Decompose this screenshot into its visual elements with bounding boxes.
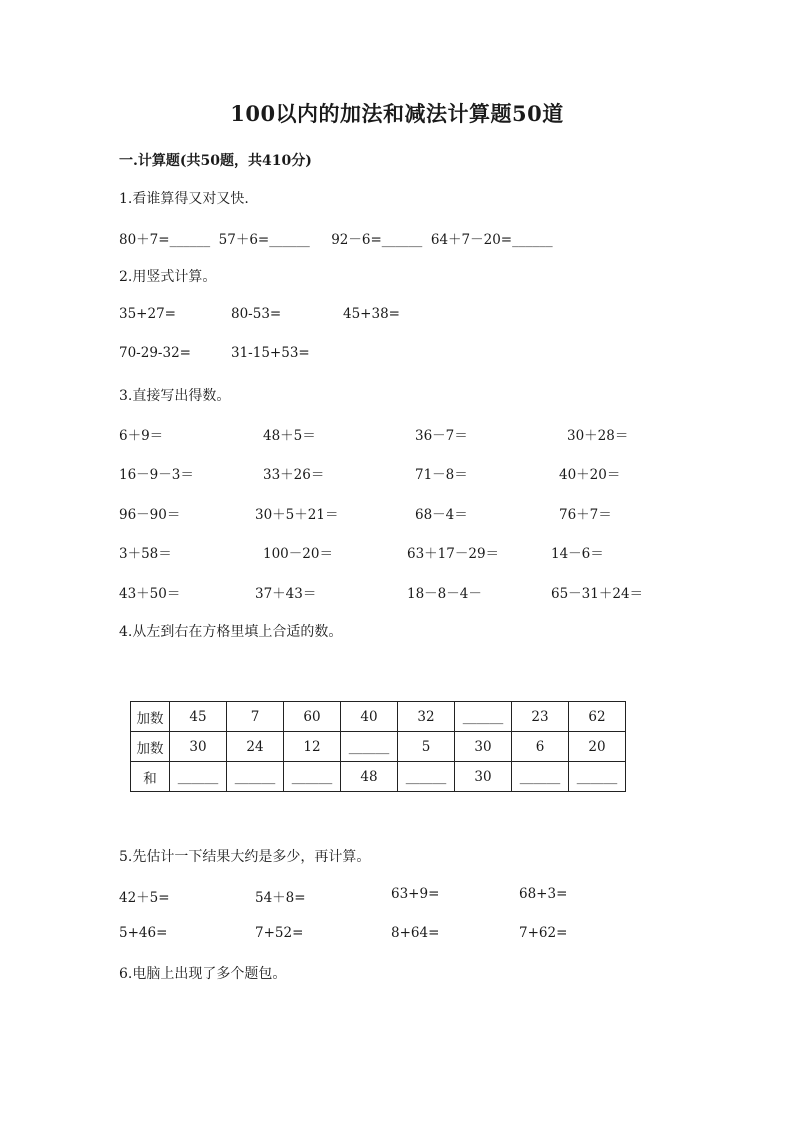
q3-item: 30＋28＝ bbox=[567, 428, 629, 444]
table-cell: 7 bbox=[227, 702, 284, 732]
q3-item: 3＋58＝ bbox=[119, 546, 172, 562]
addition-table bbox=[130, 701, 626, 792]
q5-item: 42＋5= bbox=[119, 890, 170, 906]
q5-item: 5+46= bbox=[119, 925, 168, 941]
q3-heading: 3.直接写出得数。 bbox=[119, 388, 231, 404]
table-cell: ______ bbox=[284, 762, 341, 792]
q5-item: 7+62= bbox=[519, 925, 568, 941]
q5-item: 7+52= bbox=[255, 925, 304, 941]
q3-item: 30＋5＋21＝ bbox=[255, 507, 339, 523]
table-cell: 加数 bbox=[131, 732, 170, 762]
table-cell: 23 bbox=[512, 702, 569, 732]
q2-item: 31-15+53= bbox=[231, 345, 310, 361]
q3-item: 48＋5＝ bbox=[263, 428, 316, 444]
q5-item: 68+3= bbox=[519, 886, 568, 902]
q2-item: 35+27= bbox=[119, 306, 176, 322]
table-cell: 和 bbox=[131, 762, 170, 792]
q1-heading: 1.看谁算得又对又快. bbox=[119, 191, 249, 207]
table-cell: 30 bbox=[455, 762, 512, 792]
section-heading: 一.计算题(共50题，共410分) bbox=[119, 153, 312, 169]
q3-item: 68－4＝ bbox=[415, 507, 468, 523]
q6-heading: 6.电脑上出现了多个题包。 bbox=[119, 966, 287, 982]
q3-item: 40＋20＝ bbox=[559, 467, 621, 483]
table-cell: ______ bbox=[569, 762, 626, 792]
q2-item: 70-29-32= bbox=[119, 345, 191, 361]
table-cell: 30 bbox=[170, 732, 227, 762]
q5-heading: 5.先估计一下结果大约是多少，再计算。 bbox=[119, 849, 371, 865]
table-cell: 5 bbox=[398, 732, 455, 762]
table-cell: 12 bbox=[284, 732, 341, 762]
table-cell: ______ bbox=[341, 732, 398, 762]
table-cell: 40 bbox=[341, 702, 398, 732]
q3-item: 43＋50＝ bbox=[119, 586, 181, 602]
table-cell: 6 bbox=[512, 732, 569, 762]
table-cell: 62 bbox=[569, 702, 626, 732]
q3-item: 6＋9＝ bbox=[119, 428, 164, 444]
table-row bbox=[131, 732, 626, 762]
table-cell: 60 bbox=[284, 702, 341, 732]
q3-item: 37＋43＝ bbox=[255, 586, 317, 602]
table-row bbox=[131, 762, 626, 792]
q3-item: 18－8－4－ bbox=[407, 586, 482, 602]
q5-item: 8+64= bbox=[391, 925, 440, 941]
q3-item: 100－20＝ bbox=[263, 546, 333, 562]
table-cell: 48 bbox=[341, 762, 398, 792]
q5-item: 54＋8= bbox=[255, 890, 306, 906]
table-cell: ______ bbox=[398, 762, 455, 792]
table-cell: ______ bbox=[455, 702, 512, 732]
q1-row: 80＋7=______ 57＋6=______ 92－6=______ 64＋7－20=______ bbox=[119, 232, 553, 248]
table-row bbox=[131, 702, 626, 732]
q3-item: 71－8＝ bbox=[415, 467, 468, 483]
q3-item: 96－90＝ bbox=[119, 507, 181, 523]
table-cell: ______ bbox=[170, 762, 227, 792]
table-cell: 30 bbox=[455, 732, 512, 762]
q3-item: 76＋7＝ bbox=[559, 507, 612, 523]
q3-item: 16－9－3＝ bbox=[119, 467, 194, 483]
q5-item: 63+9= bbox=[391, 886, 440, 902]
q3-item: 65－31＋24＝ bbox=[551, 586, 644, 602]
table-cell: 加数 bbox=[131, 702, 170, 732]
table-cell: 24 bbox=[227, 732, 284, 762]
page-title: 100以内的加法和减法计算题50道 bbox=[230, 101, 564, 126]
q3-item: 63＋17－29＝ bbox=[407, 546, 500, 562]
q2-item: 45+38= bbox=[343, 306, 400, 322]
table-cell: 20 bbox=[569, 732, 626, 762]
q3-item: 14－6＝ bbox=[551, 546, 604, 562]
table-cell: 45 bbox=[170, 702, 227, 732]
q3-item: 33＋26＝ bbox=[263, 467, 325, 483]
q2-heading: 2.用竖式计算。 bbox=[119, 269, 217, 285]
q3-item: 36－7＝ bbox=[415, 428, 468, 444]
q4-heading: 4.从左到右在方格里填上合适的数。 bbox=[119, 624, 343, 640]
table-cell: 32 bbox=[398, 702, 455, 732]
q2-item: 80-53= bbox=[231, 306, 282, 322]
table-cell: ______ bbox=[227, 762, 284, 792]
table-cell: ______ bbox=[512, 762, 569, 792]
